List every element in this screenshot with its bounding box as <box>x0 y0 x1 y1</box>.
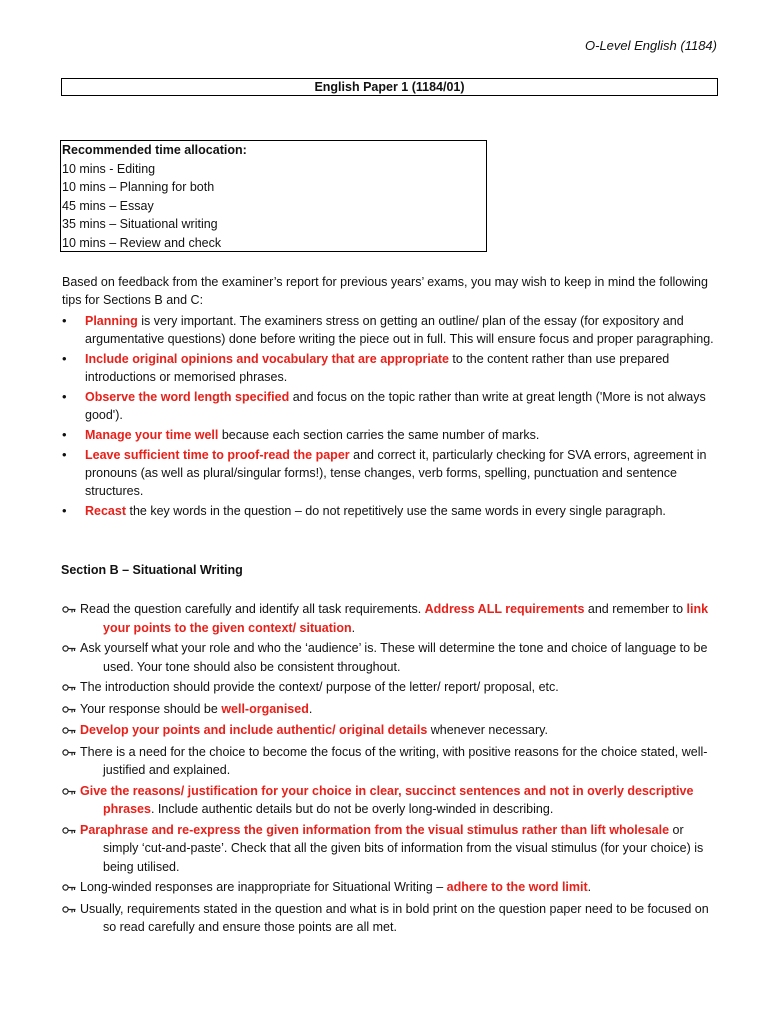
key-icon <box>62 721 80 741</box>
tip-text: is very important. The examiners stress on getting an outline/ plan of the essay (for expository and argumentative questions) done before writing the piece out in full. This will ensure focus and proper paragraphing. <box>85 314 714 346</box>
point-fragment: . <box>587 880 592 894</box>
section-b-point <box>62 678 722 698</box>
point-text <box>80 639 722 676</box>
tip-highlight: Manage your time well <box>85 428 219 442</box>
time-allocation-row: 35 mins – Situational writing <box>62 217 218 232</box>
key-icon <box>62 700 80 720</box>
paper-title: English Paper 1 (1184/01) <box>61 78 718 96</box>
key-icon <box>62 821 80 877</box>
point-highlight: link your points to the given context/ situation <box>103 602 709 635</box>
time-allocation-title: Recommended time allocation: <box>62 143 247 157</box>
tip-highlight: Leave sufficient time to proof-read the paper <box>85 448 350 462</box>
key-icon <box>62 878 80 898</box>
tip-highlight: Observe the word length specified <box>85 390 290 404</box>
time-allocation-box <box>60 140 487 252</box>
point-fragment: . <box>308 701 313 716</box>
tip-highlight: Include original opinions and vocabulary that are appropriate <box>85 352 449 366</box>
point-fragment: The introduction should provide the context/ purpose of the letter/ report/ proposal, etc. <box>80 680 559 694</box>
point-highlight: well-organised <box>221 701 309 716</box>
intro-paragraph: Based on feedback from the examiner’s report for previous years’ exams, you may wish to keep in mind the following tips for Sections B and C: <box>62 275 708 307</box>
time-allocation-row: 10 mins – Planning for both <box>62 180 215 195</box>
tip-item <box>62 388 722 424</box>
tip-text: and correct it, particularly checking for SVA errors, agreement in pronouns (as well as plural/singular forms!), tense changes, verb forms, spelling, punctuation and sentence structures. <box>85 448 707 498</box>
point-text <box>80 900 722 937</box>
section-b-point <box>62 900 722 937</box>
tip-highlight: Planning <box>85 314 138 328</box>
key-icon <box>62 782 80 819</box>
time-allocation-row: 10 mins - Editing <box>62 161 156 176</box>
tip-item <box>62 350 722 386</box>
key-icon <box>62 678 80 698</box>
point-fragment: . Include authentic details but do not be overly long-winded in describing. <box>150 802 554 816</box>
section-b-point <box>62 743 722 780</box>
section-b-point <box>62 721 722 741</box>
point-text <box>80 743 722 780</box>
tips-list <box>62 312 722 522</box>
bullet-icon: • <box>62 389 67 404</box>
tip-item <box>62 426 722 444</box>
point-fragment: Read the question carefully and identify all task requirements. <box>80 602 425 616</box>
tip-text: because each section carries the same number of marks. <box>218 428 540 442</box>
point-fragment: Ask yourself what your role and who the ‘audience’ is. These will determine the tone and choice of language to be used. Your tone should also be consistent throughout. <box>80 641 708 674</box>
bullet-icon: • <box>62 313 67 328</box>
time-allocation-row: 10 mins – Review and check <box>62 235 222 250</box>
point-text <box>80 600 722 637</box>
point-highlight: adhere to the word limit <box>446 880 588 894</box>
point-text <box>80 700 722 720</box>
tip-highlight: Recast <box>85 504 126 518</box>
key-icon <box>62 743 80 780</box>
point-fragment: Long-winded responses are inappropriate for Situational Writing – <box>80 880 447 894</box>
section-b-point <box>62 639 722 676</box>
point-fragment: . <box>351 620 356 635</box>
point-fragment: or simply ‘cut-and-paste’. Check that all the given bits of information from the visual stimulus (for your choice) is being utilised. <box>103 822 704 874</box>
point-highlight: Develop your points and include authentic/ original details <box>80 723 428 737</box>
point-text <box>80 782 722 819</box>
point-text <box>80 678 722 698</box>
tip-item <box>62 446 722 500</box>
section-b-points <box>62 600 722 939</box>
bullet-icon: • <box>62 503 67 518</box>
bullet-icon: • <box>62 447 67 462</box>
tip-text: and focus on the topic rather than write at great length ('More is not always good'). <box>85 390 706 422</box>
point-text <box>80 821 722 877</box>
course-header: O-Level English (1184) <box>585 38 717 53</box>
key-icon <box>62 600 80 637</box>
bullet-icon: • <box>62 427 67 442</box>
tip-item <box>62 502 722 520</box>
point-fragment: There is a need for the choice to become the focus of the writing, with positive reasons for the choice stated, well-justified and explained. <box>80 744 708 777</box>
key-icon <box>62 639 80 676</box>
section-b-point <box>62 821 722 877</box>
key-icon <box>62 900 80 937</box>
section-b-point <box>62 878 722 898</box>
point-highlight: Paraphrase and re-express the given information from the visual stimulus rather than lift wholesale <box>80 822 670 837</box>
section-b-point <box>62 600 722 637</box>
point-text <box>80 721 722 741</box>
point-text <box>80 878 722 898</box>
point-highlight: Address ALL requirements <box>424 602 585 616</box>
point-highlight: Give the reasons/ justification for your choice in clear, succinct sentences and not in overly descriptive phrases <box>80 783 694 816</box>
tip-item <box>62 312 722 348</box>
point-fragment: whenever necessary. <box>427 723 548 737</box>
section-b-point <box>62 782 722 819</box>
section-b-point <box>62 700 722 720</box>
point-fragment: Your response should be <box>80 701 222 716</box>
point-fragment: and remember to <box>584 602 687 616</box>
bullet-icon: • <box>62 351 67 366</box>
tip-text: the key words in the question – do not repetitively use the same words in every single paragraph. <box>126 504 666 518</box>
time-allocation-row: 45 mins – Essay <box>62 198 154 213</box>
section-b-title: Section B – Situational Writing <box>61 563 243 577</box>
tip-text: to the content rather than use prepared introductions or memorised phrases. <box>85 352 670 384</box>
point-fragment: Usually, requirements stated in the question and what is in bold print on the question paper need to be focused on so read carefully and ensure those points are all met. <box>80 901 709 934</box>
